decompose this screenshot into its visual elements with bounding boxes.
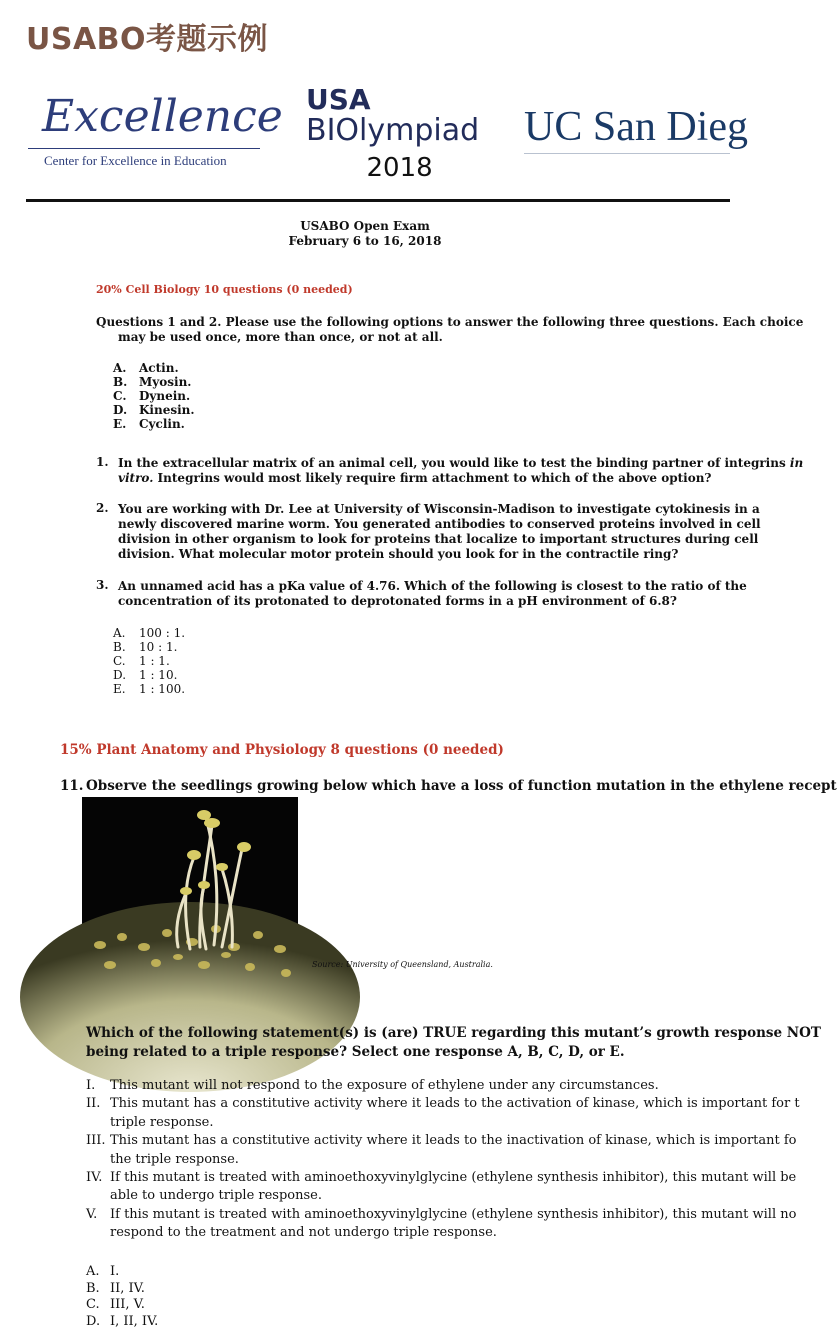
intro-line-2: may be used once, more than once, or not at all. [118, 330, 443, 344]
list-item: C. III, V. [86, 1297, 145, 1312]
list-item: the triple response. [110, 1151, 239, 1167]
list-item: I. This mutant will not respond to the exposure of ethylene under any circumstances. [86, 1078, 659, 1093]
question-1-line-2: vitro. Integrins would most likely require firm attachment to which of the above option? [118, 471, 712, 485]
usa-logo-biolympiad: BIOlympiad [306, 113, 480, 148]
list-item: V. If this mutant is treated with aminoethoxyvinylglycine (ethylene synthesis inhibitor), this mutant will no [86, 1206, 797, 1222]
page-title: USABO考题示例 [26, 22, 269, 57]
list-item: IV. If this mutant is treated with aminoethoxyvinylglycine (ethylene synthesis inhibitor), this mutant will be [86, 1170, 797, 1186]
list-item: B. 10 : 1. [113, 640, 178, 654]
section-heading-cell-biology: 20% Cell Biology 10 questions (0 needed) [96, 283, 353, 296]
list-item: D. Kinesin. [113, 403, 195, 417]
question-1-line-1: In the extracellular matrix of an animal cell, you would like to test the binding partner of integrins in [118, 456, 804, 470]
exam-name: USABO Open Exam [300, 219, 430, 233]
list-item: able to undergo triple response. [110, 1188, 322, 1204]
list-item: E. 1 : 100. [113, 682, 186, 696]
question-3-line-2: concentration of its protonated to deprotonated forms in a pH environment of 6.8? [118, 594, 677, 608]
list-item: A. 100 : 1. [113, 626, 186, 640]
question-2-line-3: division in other organism to look for proteins that localize to important structures during cell [118, 532, 759, 546]
list-item: D. 1 : 10. [113, 668, 178, 682]
question-number-3: 3. [96, 578, 109, 592]
question-number-11: 11. [60, 778, 84, 794]
exam-dates: February 6 to 16, 2018 [288, 234, 442, 248]
question-2-line-2: newly discovered marine worm. You generated antibodies to conserved proteins involved in cell [118, 517, 761, 531]
list-item: C. Dynein. [113, 389, 191, 403]
question-3-line-1: An unnamed acid has a pKa value of 4.76. Which of the following is closest to the ratio of the [118, 579, 747, 593]
question-11-line: Observe the seedlings growing below which have a loss of function mutation in the ethylene recept [86, 778, 837, 794]
ucsd-logo-rule [524, 153, 730, 154]
list-item: E. Cyclin. [113, 417, 185, 431]
list-item: respond to the treatment and not undergo triple response. [110, 1225, 497, 1241]
ucsd-logo: UC San Dieg [524, 104, 748, 150]
section-heading-plant-anatomy: 15% Plant Anatomy and Physiology 8 questions (0 needed) [60, 742, 504, 758]
question-number-1: 1. [96, 455, 109, 469]
question-11-prompt-line-2: being related to a triple response? Select one response A, B, C, D, or E. [86, 1044, 625, 1060]
list-item: III. This mutant has a constitutive activity where it leads to the inactivation of kinase, which is important fo [86, 1133, 797, 1149]
question-number-2: 2. [96, 501, 109, 515]
excellence-logo-word: Excellence [42, 91, 283, 142]
statement-list [86, 1077, 800, 1243]
seedlings-photo [82, 797, 298, 1003]
option-list [113, 361, 195, 431]
question-2-line-1: You are working with Dr. Lee at University of Wisconsin-Madison to investigate cytokinesis in a [118, 502, 760, 516]
question-3-options [113, 626, 185, 696]
question-2-line-4: division. What molecular motor protein should you look for in the contractile ring? [118, 547, 679, 561]
list-item: B. Myosin. [113, 375, 192, 389]
question-11-prompt-line-1: Which of the following statement(s) is (are) TRUE regarding this mutant’s growth response NOT [86, 1025, 821, 1041]
usa-logo-year: 2018 [366, 153, 433, 183]
list-item: C. 1 : 1. [113, 654, 170, 668]
usa-biolympiad-logo [306, 83, 480, 188]
list-item: A. I. [86, 1264, 120, 1279]
photo-caption: Source: University of Queensland, Australia. [312, 960, 493, 969]
list-item: triple response. [110, 1114, 214, 1130]
list-item: II. This mutant has a constitutive activity where it leads to the activation of kinase, which is important for t [86, 1096, 800, 1112]
excellence-logo [28, 91, 283, 169]
usa-logo-top: USA [306, 83, 371, 116]
intro-line-1: Questions 1 and 2. Please use the following options to answer the following three questions. Each choice [96, 315, 804, 329]
excellence-logo-subtitle: Center for Excellence in Education [44, 153, 227, 168]
list-item: D. I, II, IV. [86, 1313, 159, 1329]
list-item: B. II, IV. [86, 1280, 145, 1296]
answer-list [86, 1264, 158, 1330]
list-item: A. Actin. [113, 361, 179, 375]
excellence-logo-rule [28, 148, 260, 149]
header-divider [26, 199, 730, 202]
